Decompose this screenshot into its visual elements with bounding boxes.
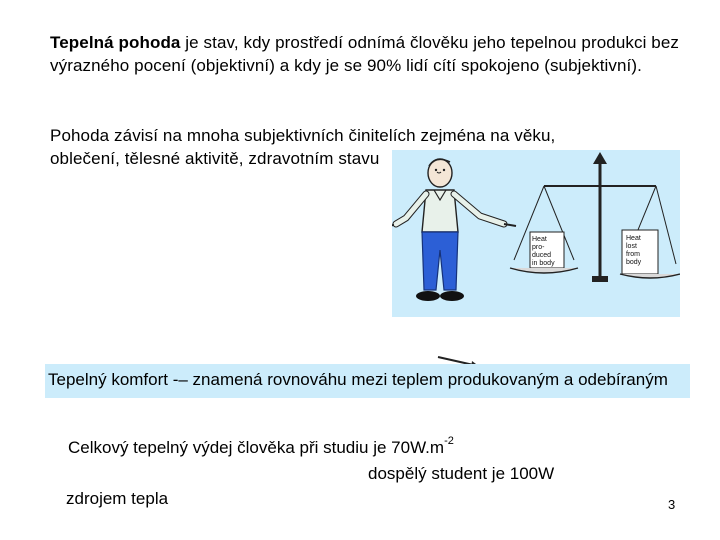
heat-comfort-definition (50, 31, 690, 77)
factors-line-2: oblečení, tělesné aktivitě, zdravotním stavu (50, 149, 380, 168)
thermal-comfort-definition: Tepelný komfort -– znamená rovnováhu mezi teplem produkovaným a odebíraným (48, 370, 668, 389)
left-pan-label-2: pro- (532, 244, 545, 251)
man-figure (392, 159, 516, 301)
left-pan-label-4: in body (532, 260, 555, 267)
right-pan-label-4: body (626, 259, 642, 266)
definition-text: je stav, kdy prostředí odnímá člověku jeho tepelnou produkci bez výrazného pocení (objektivní) a kdy je se 90% lidí cítí spokojeno (subjektivní). (50, 33, 680, 75)
right-pan-label-3: from (626, 251, 640, 258)
right-pan-label-1: Heat (626, 235, 641, 242)
left-pan-label-3: duced (532, 252, 552, 259)
page-number: 3 (668, 497, 676, 512)
adult-student-line: dospělý student je 100W (368, 464, 555, 483)
definition-term: Tepelná pohoda (50, 33, 181, 52)
heat-source-line: zdrojem tepla (66, 489, 169, 508)
heat-output-line (68, 437, 454, 459)
factors-line-1: Pohoda závisí na mnoha subjektivních činitelích zejména na věku, (50, 126, 556, 145)
right-pan-label-2: lost (626, 243, 637, 250)
man-with-scale-illustration (392, 150, 680, 317)
heat-output-text: Celkový tepelný výdej člověka při studiu je 70W.m (68, 438, 445, 457)
unit-exponent: -2 (444, 435, 454, 448)
heat-balance-illustration (392, 150, 680, 317)
left-pan-label-1: Heat (532, 236, 547, 243)
